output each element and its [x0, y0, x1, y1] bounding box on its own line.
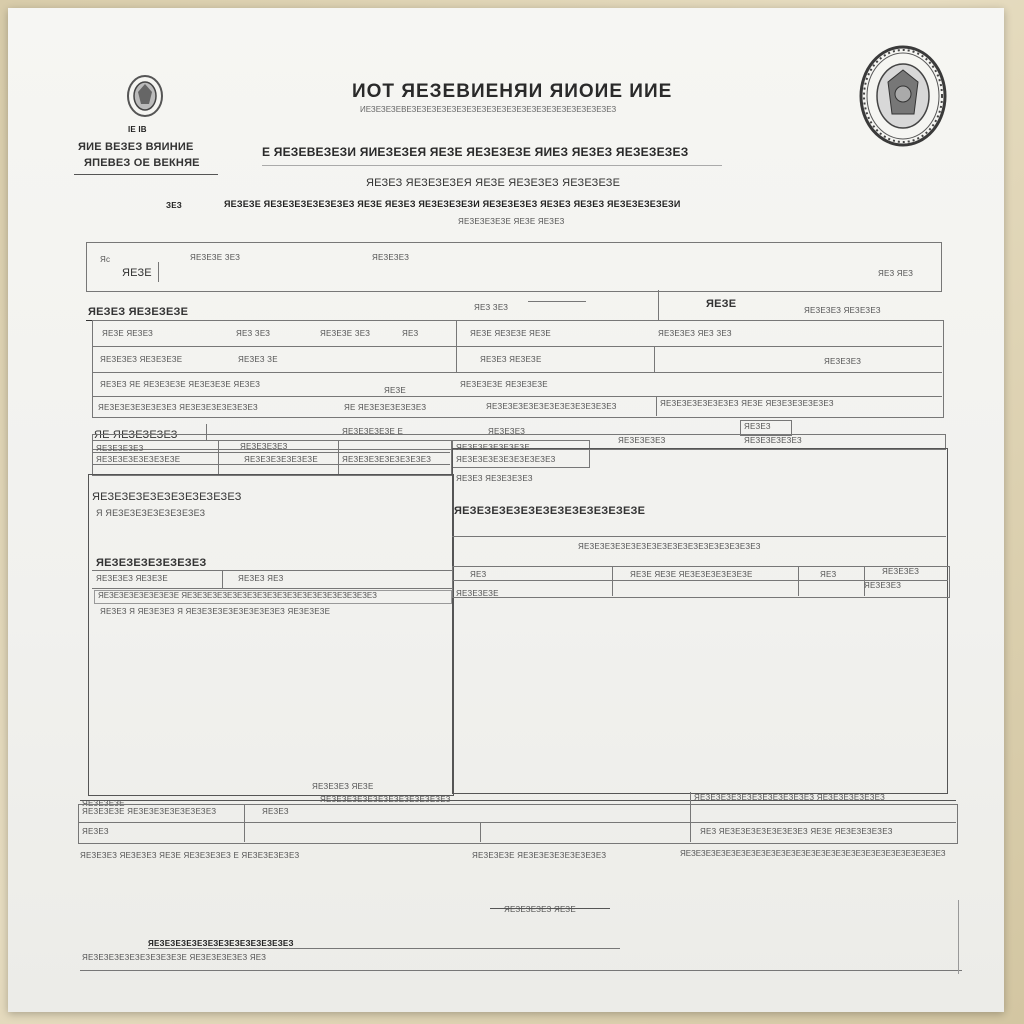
- footer-cell: ЯЕЗЕЗ: [262, 807, 289, 816]
- divider: [74, 174, 218, 175]
- org-name-line1: ЯИЕ ВЕЗЕЗ ВЯИНИЕ: [78, 141, 194, 153]
- divider: [92, 396, 942, 397]
- left-panel: [88, 474, 454, 796]
- section2-label: ЯЕ ЯЕЗЕЗЕЗЕЗ: [94, 429, 178, 441]
- left-panel-subtitle: Я ЯЕЗЕЗЕЗЕЗЕЗЕЗЕЗЕЗ: [96, 508, 206, 518]
- footer-cell: ЯЕЗЕЗЕЗЕ ЯЕЗЕЗЕЗЕЗЕЗЕЗЕЗЕЗ: [82, 807, 217, 816]
- form-cell: ЯЕЗЕЗЕЗ: [824, 357, 862, 366]
- form-cell: ЯЕ ЯЕЗЕЗЕЗЕЗЕЗЕЗ: [344, 403, 427, 412]
- field-label: ЯЕЗЕЗЕ ЗЕЗ: [190, 253, 241, 262]
- field-label: ЯЕЗ ЯЕЗ: [878, 269, 914, 278]
- divider: [262, 165, 722, 166]
- header-line-2: ЯЕЗЕЗ ЯЕЗЕЗЕЗЕЯ ЯЕЗЕ ЯЕЗЕЗЕЗ ЯЕЗЕЗЕЗЕ: [366, 177, 621, 189]
- footer-cell: ЯЕЗЕЗЕЗЕ: [82, 799, 125, 808]
- left-panel-cell: ЯЕЗЕЗ Я ЯЕЗЕЗЕЗ Я ЯЕЗЕЗЕЗЕЗЕЗЕЗЕЗЕЗЕЗ ЯЕЗЕЗЕЗЕ: [100, 607, 331, 616]
- section2-label: ЯЕЗЕЗЕЗЕЗЕЗ: [744, 436, 802, 445]
- sub-table-cell: ЯЕЗЕЗЕЗЕЗЕЗЕЗЕЗЕЗЕЗ: [456, 455, 556, 464]
- divider: [480, 822, 481, 842]
- sub-table-cell: ЯЕЗЕЗЕЗЕЗЕЗЕЗЕ: [456, 443, 530, 452]
- footer-note: ЯЕЗЕЗЕЗ ЯЕЗЕЗЕЗ ЯЕЗЕ ЯЕЗЕЗЕЗЕЗ Е ЯЕЗЕЗЕЗЕЗЕЗ: [80, 851, 300, 860]
- divider: [528, 301, 586, 302]
- section-heading-right: ЯЕЗЕ: [706, 298, 737, 310]
- right-subtable-cell: ЯЕЗ: [470, 570, 487, 579]
- left-panel-heading: ЯЕЗЕЗЕЗЕЗЕЗЕЗЕЗ: [96, 557, 207, 569]
- section2-label: ЯЕЗЕЗЕЗЕЗ: [618, 436, 666, 445]
- header-line-3-label: ЗЕЗ: [166, 201, 182, 210]
- emblem-caption: IE IB: [128, 125, 147, 134]
- sub-table-cell: ЯЕЗЕЗЕЗЕЗЕЗЕЗЕ: [244, 455, 318, 464]
- sub-table-cell: ЯЕЗЕЗЕЗЕЗЕЗЕЗЕЗЕЗ: [342, 455, 432, 464]
- section-heading-mid: ЯЕЗ ЗЕЗ: [474, 303, 509, 312]
- field-label: Яс: [100, 255, 111, 264]
- divider: [656, 396, 657, 416]
- divider: [92, 372, 942, 373]
- divider: [612, 566, 613, 596]
- form-cell: ЯЕЗЕЗЕЗЕ ЯЕЗЕЗЕЗЕ: [460, 380, 548, 389]
- footer-cell: ЯЕЗЕЗЕЗЕЗЕЗЕЗЕЗЕЗЕЗЕЗЕЗ ЯЕЗЕЗЕЗЕЗЕЗЕЗ: [694, 793, 886, 802]
- right-subtable-cell: ЯЕЗЕЗЕЗ: [882, 567, 920, 576]
- info-box: [86, 242, 942, 292]
- form-cell: ЯЕЗЕЗ ЗЕ: [238, 355, 278, 364]
- form-cell: ЯЕЗЕЗЕЗ ЯЕЗЕЗЕЗЕ: [100, 355, 183, 364]
- field-value: ЯЕЗЕ: [122, 267, 152, 279]
- footer-cell: ЯЕЗЕЗ: [82, 827, 109, 836]
- section2-label: ЯЕЗЕЗ: [744, 422, 771, 431]
- divider: [92, 452, 450, 453]
- right-subtable-cell: ЯЕЗЕЗЕЗЕ: [456, 589, 499, 598]
- sub-table-cell: ЯЕЗЕЗЕЗЕЗЕЗЕЗЕЗЕ: [96, 455, 181, 464]
- form-cell: ЯЕЗЕЗ ЯЕ ЯЕЗЕЗЕЗЕ ЯЕЗЕЗЕЗЕ ЯЕЗЕЗ: [100, 380, 261, 389]
- divider: [218, 440, 219, 474]
- left-panel-sign: ЯЕЗЕЗЕЗ ЯЕЗЕ: [312, 782, 374, 791]
- footer-note: ЯЕЗЕЗЕЗЕЗЕЗЕЗЕЗЕЗЕЗЕЗЕЗЕЗЕЗЕЗЕЗЕЗЕЗЕЗЕЗЕЗЕЗЕЗЕЗЕЗЕЗЕЗ: [680, 849, 946, 858]
- form-cell: ЯЕЗЕЗЕЗЕЗЕЗЕЗЕЗ ЯЕЗЕ ЯЕЗЕЗЕЗЕЗЕЗЕЗ: [660, 399, 834, 408]
- section2-label: ЯЕЗЕЗЕЗЕЗЕ Е: [342, 427, 404, 436]
- divider: [92, 464, 450, 465]
- header-line-1: Е ЯЕЗЕВЕЗЕЗИ ЯИЕЗЕЗЕЯ ЯЕЗЕ ЯЕЗЕЗЕЗЕ ЯИЕЗ ЯЕЗЕЗ ЯЕЗЕЗЕЗЕЗ: [262, 145, 689, 159]
- divider: [158, 262, 159, 282]
- form-cell: ЯЕЗЕЗЕЗЕЗЕЗЕЗЕЗ ЯЕЗЕЗЕЗЕЗЕЗЕЗЕЗ: [98, 403, 258, 412]
- divider: [148, 948, 620, 949]
- divider: [222, 570, 223, 588]
- form-cell: ЯЕЗЕЗЕЗ ЯЕЗ ЗЕЗ: [658, 329, 732, 338]
- form-cell: ЯЕЗ: [402, 329, 419, 338]
- emblem-icon: [124, 72, 166, 120]
- field-label: ЯЕЗЕЗЕЗ: [372, 253, 410, 262]
- divider: [658, 290, 659, 320]
- left-panel-cell: ЯЕЗЕЗ ЯЕЗ: [238, 574, 284, 583]
- right-panel-heading: ЯЕЗЕЗЕЗЕЗЕЗЕЗЕЗЕЗЕЗЕЗЕЗЕЗЕ: [454, 505, 646, 517]
- form-cell: ЯЕЗЕ ЯЕЗЕЗ: [102, 329, 154, 338]
- left-panel-title: ЯЕЗЕЗЕЗЕЗЕЗЕЗЕЗЕЗЕЗЕЗ: [92, 491, 242, 503]
- divider: [798, 566, 799, 596]
- bottom-line: ЯЕЗЕЗЕЗЕЗЕЗЕЗЕЗЕЗЕЗЕЗЕЗЕЗЕЗ: [148, 939, 294, 948]
- divider: [80, 970, 962, 971]
- divider: [456, 320, 457, 372]
- right-panel-caption: ЯЕЗЕЗЕЗЕЗЕЗЕЗЕЗЕЗЕЗЕЗЕЗЕЗЕЗЕЗЕЗЕЗЕЗ: [578, 542, 761, 551]
- right-subtable-cell: ЯЕЗЕ ЯЕЗЕ ЯЕЗЕЗЕЗЕЗЕЗЕЗЕ: [630, 570, 753, 579]
- divider: [78, 822, 956, 823]
- divider: [452, 536, 946, 537]
- form-cell: ЯЕЗЕ ЯЕЗЕЗЕ ЯЕЗЕ: [470, 329, 551, 338]
- form-cell: ЯЕЗ ЗЕЗ: [236, 329, 271, 338]
- header-line-3: ЯЕЗЕЗЕ ЯЕЗЕЗЕЗЕЗЕЗЕЗЕЗ ЯЕЗЕ ЯЕЗЕЗ ЯЕЗЕЗЕЗЕЗИ ЯЕЗЕЗЕЗЕЗ ЯЕЗЕЗ ЯЕЗЕЗ ЯЕЗЕЗЕЗЕЗЕЗИ: [224, 199, 681, 209]
- section2-label: ЯЕЗЕЗЕЗ: [488, 427, 526, 436]
- official-seal-icon: [858, 44, 948, 148]
- form-cell: ЯЕЗЕЗЕЗЕЗЕЗЕЗЕЗЕЗЕЗЕЗЕЗЕЗ: [486, 402, 617, 411]
- footer-cell: ЯЕЗ ЯЕЗЕЗЕЗЕЗЕЗЕЗЕЗЕЗ ЯЕЗЕ ЯЕЗЕЗЕЗЕЗЕЗ: [700, 827, 893, 836]
- header-line-4: ЯЕЗЕЗЕЗЕЗЕ ЯЕЗЕ ЯЕЗЕЗ: [458, 217, 565, 226]
- divider: [338, 440, 339, 474]
- form-cell: ЯЕЗЕЗ ЯЕЗЕЗЕ: [480, 355, 542, 364]
- left-panel-cell: ЯЕЗЕЗЕЗЕЗЕЗЕЗЕЗЕ ЯЕЗЕЗЕЗЕЗЕЗЕЗЕЗЕЗЕЗЕЗЕЗЕЗЕЗЕЗЕЗЕЗЕЗЕЗЕЗ: [98, 591, 377, 600]
- signature-caption: ЯЕЗЕЗЕЗЕЗ ЯЕЗЕ: [504, 905, 576, 914]
- document-title: ИОТ ЯЕЗЕВИЕНЯИ ЯИОИЕ ИИЕ: [352, 81, 673, 102]
- divider: [244, 804, 245, 842]
- divider: [92, 570, 452, 571]
- left-panel-cell: ЯЕЗЕЗЕЗ ЯЕЗЕЗЕ: [96, 574, 168, 583]
- divider: [92, 346, 942, 347]
- bottom-line: ЯЕЗЕЗЕЗЕЗЕЗЕЗЕЗЕЗЕЗЕ ЯЕЗЕЗЕЗЕЗЕЗ ЯЕЗ: [82, 953, 267, 962]
- sub-table-cell: ЯЕЗЕЗЕЗЕЗ: [240, 442, 288, 451]
- form-cell: ЯЕЗЕ: [384, 386, 406, 395]
- right-panel-title: ЯЕЗЕЗ ЯЕЗЕЗЕЗЕЗ: [456, 474, 533, 483]
- sub-table-cell: ЯЕЗЕЗЕЗЕЗ: [96, 444, 144, 453]
- section-heading-right2: ЯЕЗЕЗЕЗ ЯЕЗЕЗЕЗ: [804, 306, 881, 315]
- divider: [654, 346, 655, 372]
- section-heading: ЯЕЗЕЗ ЯЕЗЕЗЕЗЕ: [88, 306, 189, 318]
- footer-cell: ЯЕЗЕЗЕЗЕЗЕЗЕЗЕЗЕЗЕЗЕЗЕЗЕЗ: [320, 795, 451, 804]
- footer-note: ЯЕЗЕЗЕЗЕ ЯЕЗЕЗЕЗЕЗЕЗЕЗЕЗЕЗ: [472, 851, 607, 860]
- divider: [92, 588, 452, 589]
- divider: [958, 900, 959, 974]
- right-subtable-cell: ЯЕЗЕЗЕЗ: [864, 581, 902, 590]
- right-subtable-cell: ЯЕЗ: [820, 570, 837, 579]
- divider: [690, 792, 691, 842]
- right-panel: [452, 448, 948, 794]
- org-name-line2: ЯПЕВЕЗ ОЕ ВЕКНЯЕ: [84, 157, 200, 169]
- form-cell: ЯЕЗЕЗЕ ЗЕЗ: [320, 329, 371, 338]
- document-subtitle: ИЕЗЕЗЕЗЕВЕЗЕЗЕЗЕЗЕЗЕЗЕЗЕЗЕЗЕЗЕЗЕЗЕЗЕЗЕЗЕЗЕЗЕЗЕЗЕЗЕЗ: [360, 105, 617, 114]
